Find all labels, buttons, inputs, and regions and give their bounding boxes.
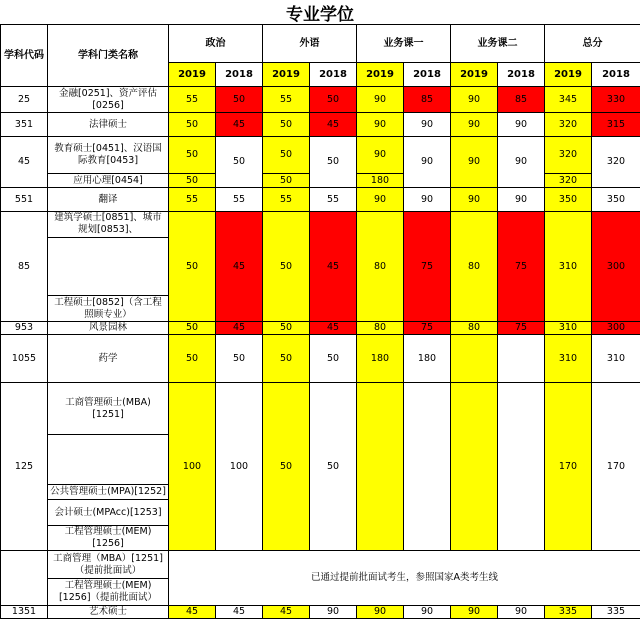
header-row	[1, 25, 640, 63]
score-cell: 170	[592, 383, 640, 551]
row-name: 会计硕士(MPAcc)[1253]	[48, 500, 169, 526]
score-cell: 50	[263, 335, 310, 383]
score-cell: 45	[169, 606, 216, 619]
score-cell: 45	[216, 212, 263, 322]
row-name: 工程管理硕士(MEM)[1256]（提前批面试）	[48, 579, 169, 606]
year-2019: 2019	[263, 63, 310, 87]
row-code: 953	[1, 322, 48, 335]
year-2018: 2018	[498, 63, 545, 87]
score-cell: 50	[310, 335, 357, 383]
row-name: 应用心理[0454]	[48, 174, 169, 188]
score-cell	[357, 383, 404, 551]
table-row	[1, 606, 640, 619]
table-row	[1, 383, 640, 435]
sheet-title: 专业学位	[0, 0, 640, 25]
table-row	[1, 212, 640, 238]
score-cell: 55	[263, 188, 310, 212]
score-cell: 80	[451, 212, 498, 322]
score-cell: 310	[592, 335, 640, 383]
score-cell: 50	[169, 212, 216, 322]
row-name-spacer	[48, 238, 169, 296]
row-code: 125	[1, 383, 48, 551]
year-2018: 2018	[310, 63, 357, 87]
header-category: 学科门类名称	[48, 25, 169, 87]
score-cell: 50	[263, 174, 310, 188]
score-cell	[404, 383, 451, 551]
row-code: 85	[1, 212, 48, 322]
row-name: 工程硕士[0852]（含工程照顾专业）	[48, 296, 169, 322]
header-course2: 业务课二	[451, 25, 545, 63]
score-cell: 75	[404, 212, 451, 322]
row-code: 45	[1, 137, 48, 188]
score-cell: 45	[216, 606, 263, 619]
score-cell: 50	[216, 137, 263, 188]
score-cell: 310	[545, 212, 592, 322]
score-cell: 50	[263, 383, 310, 551]
score-cell: 50	[216, 335, 263, 383]
score-cell: 75	[498, 212, 545, 322]
score-cell: 90	[451, 188, 498, 212]
header-language: 外语	[263, 25, 357, 63]
score-cell: 320	[545, 137, 592, 174]
score-cell: 90	[404, 113, 451, 137]
year-2018: 2018	[592, 63, 640, 87]
score-cell: 310	[545, 335, 592, 383]
score-cell: 50	[169, 174, 216, 188]
row-name: 翻译	[48, 188, 169, 212]
score-cell: 55	[169, 87, 216, 113]
score-cell: 55	[310, 188, 357, 212]
row-name: 教育硕士[0451]、汉语国际教育[0453]	[48, 137, 169, 174]
score-cell: 350	[545, 188, 592, 212]
score-cell: 50	[169, 137, 216, 174]
score-cell: 335	[592, 606, 640, 619]
row-name: 药学	[48, 335, 169, 383]
score-cell: 180	[404, 335, 451, 383]
score-cell: 55	[263, 87, 310, 113]
score-cell: 80	[451, 322, 498, 335]
row-code: 1351	[1, 606, 48, 619]
score-cell: 90	[498, 113, 545, 137]
score-cell: 80	[357, 212, 404, 322]
score-cell: 180	[357, 335, 404, 383]
score-cell: 90	[451, 137, 498, 188]
score-cell: 315	[592, 113, 640, 137]
score-cell: 55	[169, 188, 216, 212]
score-cell: 90	[404, 606, 451, 619]
score-cell: 90	[451, 606, 498, 619]
score-cell: 300	[592, 322, 640, 335]
score-cell: 85	[498, 87, 545, 113]
year-2019: 2019	[169, 63, 216, 87]
score-table	[0, 24, 640, 619]
row-name: 公共管理硕士(MPA)[1252]	[48, 485, 169, 500]
score-cell: 45	[310, 322, 357, 335]
score-cell: 90	[498, 137, 545, 188]
score-cell: 330	[592, 87, 640, 113]
row-code: 551	[1, 188, 48, 212]
score-cell: 50	[263, 137, 310, 174]
score-cell: 50	[169, 322, 216, 335]
table-row	[1, 188, 640, 212]
score-cell	[498, 335, 545, 383]
row-name: 金融[0251]、资产评估[0256]	[48, 87, 169, 113]
score-cell	[498, 383, 545, 551]
score-cell: 50	[263, 322, 310, 335]
score-cell: 350	[592, 188, 640, 212]
year-2019: 2019	[357, 63, 404, 87]
score-cell: 90	[357, 87, 404, 113]
header-course1: 业务课一	[357, 25, 451, 63]
score-cell: 50	[310, 87, 357, 113]
score-cell	[451, 383, 498, 551]
row-name: 工商管理硕士(MBA)[1251]	[48, 383, 169, 435]
score-cell: 345	[545, 87, 592, 113]
row-code: 25	[1, 87, 48, 113]
score-cell: 90	[357, 137, 404, 174]
row-name: 工商管理（MBA）[1251]（提前批面试）	[48, 551, 169, 579]
score-cell: 45	[310, 212, 357, 322]
header-code: 学科代码	[1, 25, 48, 87]
score-cell: 100	[169, 383, 216, 551]
score-cell: 90	[357, 606, 404, 619]
score-cell: 90	[357, 188, 404, 212]
score-cell: 75	[498, 322, 545, 335]
table-row	[1, 335, 640, 383]
table-row	[1, 87, 640, 113]
table-row	[1, 113, 640, 137]
score-cell: 45	[216, 113, 263, 137]
score-cell: 80	[357, 322, 404, 335]
year-2018: 2018	[216, 63, 263, 87]
score-cell: 90	[451, 87, 498, 113]
score-cell: 75	[404, 322, 451, 335]
score-cell: 90	[404, 188, 451, 212]
year-2019: 2019	[451, 63, 498, 87]
score-cell: 90	[451, 113, 498, 137]
table-row	[1, 137, 640, 174]
score-cell: 50	[310, 383, 357, 551]
score-cell: 90	[357, 113, 404, 137]
table-row	[1, 322, 640, 335]
header-total: 总分	[545, 25, 640, 63]
row-code-empty	[1, 551, 48, 606]
row-name: 艺术硕士	[48, 606, 169, 619]
score-cell: 45	[263, 606, 310, 619]
year-2019: 2019	[545, 63, 592, 87]
score-cell: 90	[404, 137, 451, 188]
score-cell: 50	[169, 335, 216, 383]
score-cell: 55	[216, 188, 263, 212]
row-code: 351	[1, 113, 48, 137]
score-cell: 300	[592, 212, 640, 322]
score-cell: 50	[169, 113, 216, 137]
score-cell: 170	[545, 383, 592, 551]
row-name: 工程管理硕士(MEM)[1256]	[48, 526, 169, 551]
header-politics: 政治	[169, 25, 263, 63]
score-cell: 100	[216, 383, 263, 551]
score-cell: 45	[216, 322, 263, 335]
score-cell: 90	[498, 606, 545, 619]
score-cell: 50	[263, 212, 310, 322]
row-name-spacer	[48, 435, 169, 485]
score-cell: 50	[263, 113, 310, 137]
row-name: 建筑学硕士[0851]、城市规划[0853]、	[48, 212, 169, 238]
score-cell: 320	[592, 137, 640, 188]
note-cell: 已通过提前批面试考生，参照国家A类考生线	[169, 551, 640, 606]
score-cell: 90	[310, 606, 357, 619]
table-row	[1, 551, 640, 579]
score-cell: 45	[310, 113, 357, 137]
row-code: 1055	[1, 335, 48, 383]
score-cell: 310	[545, 322, 592, 335]
score-cell: 335	[545, 606, 592, 619]
score-cell: 50	[310, 137, 357, 188]
score-cell: 90	[498, 188, 545, 212]
year-2018: 2018	[404, 63, 451, 87]
score-cell: 50	[216, 87, 263, 113]
score-cell: 320	[545, 174, 592, 188]
score-cell: 180	[357, 174, 404, 188]
score-cell	[451, 335, 498, 383]
score-cell: 85	[404, 87, 451, 113]
score-cell: 320	[545, 113, 592, 137]
row-name: 风景园林	[48, 322, 169, 335]
row-name: 法律硕士	[48, 113, 169, 137]
